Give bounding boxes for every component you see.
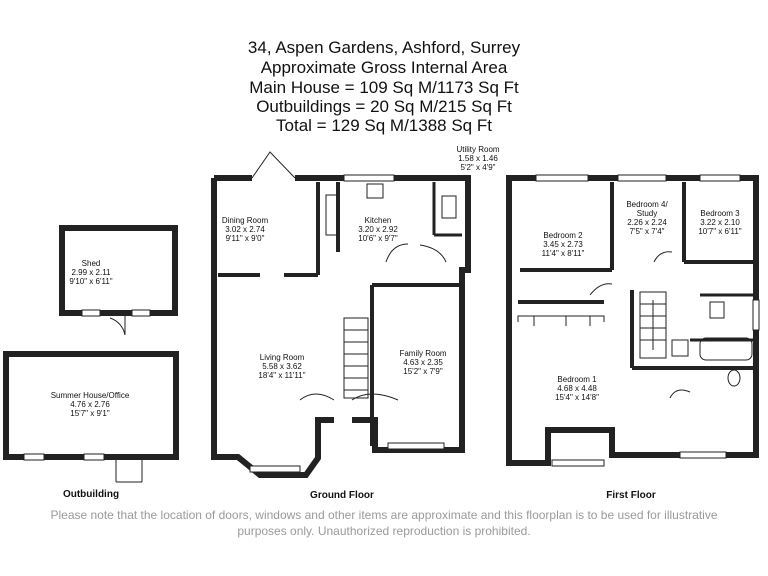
bedroom4-line1: Bedroom 4/ (626, 200, 668, 209)
dining-imperial: 9'11" x 9'0" (225, 234, 265, 243)
bedroom2-metric: 3.45 x 2.73 (543, 240, 583, 249)
living-metric: 5.58 x 3.62 (262, 362, 302, 371)
bedroom1-metric: 4.68 x 4.48 (557, 384, 597, 393)
shed-name: Shed (81, 259, 101, 268)
living-imperial: 18'4" x 11'11" (258, 371, 306, 380)
bedroom1-name: Bedroom 1 (557, 375, 597, 384)
bedroom3-name: Bedroom 3 (700, 209, 740, 218)
bedroom3-imperial: 10'7" x 6'11" (698, 227, 742, 236)
family-name: Family Room (399, 349, 447, 358)
bedroom3-metric: 3.22 x 2.10 (700, 218, 740, 227)
bedroom2-name: Bedroom 2 (543, 231, 583, 240)
family-metric: 4.63 x 2.35 (403, 358, 443, 367)
family-imperial: 15'2" x 7'9" (403, 367, 443, 376)
property-address: 34, Aspen Gardens, Ashford, Surrey (247, 38, 521, 57)
summer-house-name: Summer House/Office (50, 391, 130, 400)
utility-name: Utility Room (456, 145, 500, 154)
bedroom2-imperial: 11'4" x 8'11" (541, 249, 585, 258)
stairs (344, 292, 666, 398)
ground-floor-label: Ground Floor (310, 490, 374, 501)
utility-walls (434, 182, 462, 235)
bedroom4-imperial: 7'5" x 7'4" (629, 227, 665, 236)
dining-name: Dining Room (221, 216, 269, 225)
utility-metric: 1.58 x 1.46 (458, 154, 498, 163)
area-title: Approximate Gross Internal Area (260, 58, 508, 77)
living-name: Living Room (259, 353, 305, 362)
disclaimer-line2: purposes only. Unauthorized reproduction is prohibited. (237, 524, 531, 538)
summer-house-metric: 4.76 x 2.76 (70, 400, 110, 409)
shed-imperial: 9'10" x 6'11" (69, 277, 113, 286)
utility-imperial: 5'2" x 4'9" (460, 163, 496, 172)
disclaimer-line1: Please note that the location of doors, windows and other items are approximate and this floorplan is to be used for illustrative (50, 508, 718, 522)
bedroom4-name: Study (636, 209, 658, 218)
outbuilding-label: Outbuilding (62, 489, 120, 500)
bedroom1-imperial: 15'4" x 14'8" (555, 393, 599, 402)
shed-metric: 2.99 x 2.11 (71, 268, 111, 277)
main-house-area: Main House = 109 Sq M/1173 Sq Ft (249, 78, 519, 97)
outbuildings-area: Outbuildings = 20 Sq M/215 Sq Ft (256, 97, 512, 116)
kitchen-name: Kitchen (364, 216, 392, 225)
disclaimer (30, 507, 738, 539)
kitchen-metric: 3.20 x 2.92 (358, 225, 398, 234)
first-floor-label: First Floor (606, 490, 656, 501)
summer-house-imperial: 15'7" x 9'1" (70, 409, 110, 418)
ground-internal-2 (318, 182, 338, 275)
bedroom4-metric: 2.26 x 2.24 (627, 218, 667, 227)
total-area: Total = 129 Sq M/1388 Sq Ft (276, 116, 492, 135)
dining-metric: 3.02 x 2.74 (225, 225, 265, 234)
kitchen-imperial: 10'6" x 9'7" (358, 234, 398, 243)
